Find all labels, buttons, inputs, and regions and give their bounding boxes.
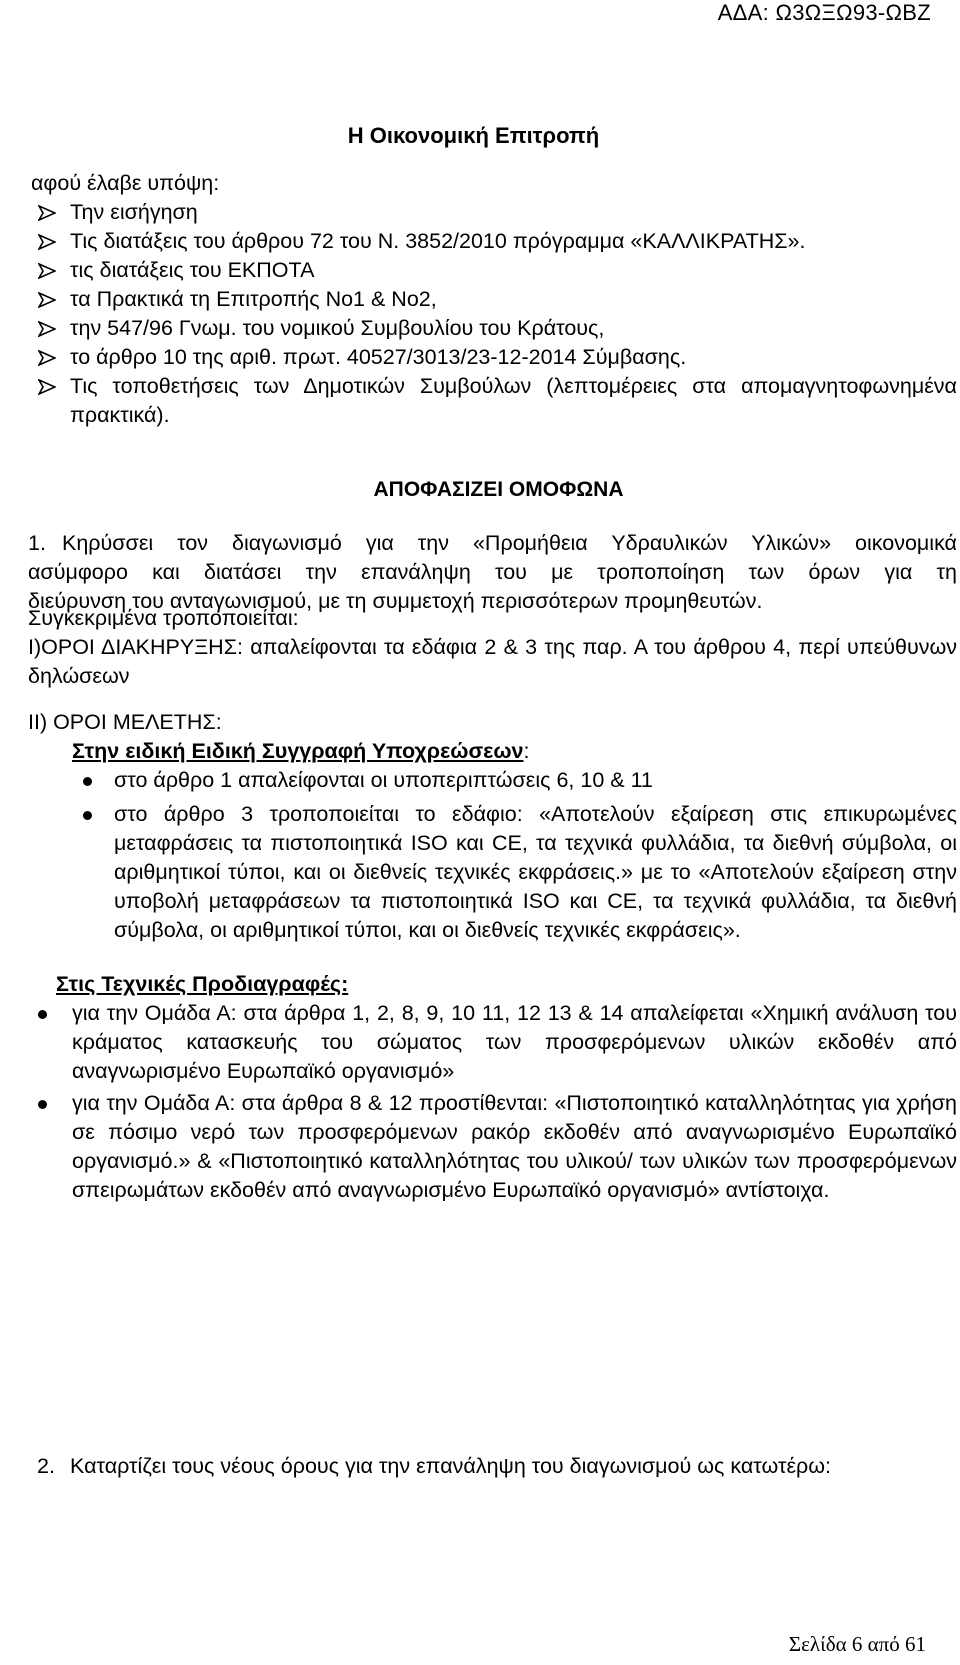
arrowhead-icon: [38, 285, 58, 314]
list-item: το άρθρο 10 της αριθ. πρωτ. 40527/3013/23-12-2014 Σύμβασης.: [28, 343, 957, 372]
study-terms-list: [28, 766, 957, 945]
decision-point-2: 2. Καταρτίζει τους νέους όρους για την επανάληψη του διαγωνισμού ως κατωτέρω:: [28, 1452, 957, 1481]
bullet-dot-icon: [83, 777, 92, 786]
list-item: για την Ομάδα Α: στα άρθρα 8 & 12 προστίθενται: «Πιστοποιητικό καταλληλότητας για χρήση σε πόσιμο νερό των προσφερόμενων ρακόρ εκδοθέν από αναγνωρισμένο Ευρωπαϊκό οργανισμό.» & «Πιστοποιητικό καταλληλότητας του υλικού/ των υλικών των προσφερόμενων σπειρωμάτων εκδοθέν από αναγνωρισμένο Ευρωπαϊκό οργανισμό» αντίστοιχα.: [28, 1089, 957, 1205]
study-terms-heading: ΙΙ) ΟΡΟΙ ΜΕΛΕΤΗΣ:: [28, 710, 222, 734]
special-obligations-heading: Στην ειδική Ειδική Συγγραφή Υποχρεώσεων:: [72, 739, 530, 763]
modifications-intro: Συγκεκριμένα τροποποιείται:: [28, 606, 299, 630]
bullet-dot-icon: [38, 1100, 47, 1109]
bullet-dot-icon: [83, 811, 92, 820]
list-item: Την εισήγηση: [28, 198, 957, 227]
arrowhead-icon: [38, 343, 58, 372]
arrowhead-icon: [38, 227, 58, 256]
list-item: στο άρθρο 1 απαλείφονται οι υποπεριπτώσεις 6, 10 & 11: [28, 766, 957, 795]
considerations-list: [28, 198, 957, 430]
arrowhead-icon: [38, 198, 58, 227]
arrowhead-icon: [38, 256, 58, 285]
decision-heading: ΑΠΟΦΑΣΙΖΕΙ ΟΜΟΦΩΝΑ: [373, 478, 624, 501]
list-item: τις διατάξεις του ΕΚΠΟΤΑ: [28, 256, 957, 285]
list-item: τα Πρακτικά τη Επιτροπής Νο1 & Νο2,: [28, 285, 957, 314]
bullet-dot-icon: [38, 1010, 47, 1019]
list-item: την 547/96 Γνωμ. του νομικού Συμβουλίου του Κράτους,: [28, 314, 957, 343]
ada-code: ΑΔΑ: Ω3ΩΞΩ93-ΩΒΖ: [717, 0, 931, 25]
list-item: για την Ομάδα Α: στα άρθρα 1, 2, 8, 9, 10 11, 12 13 & 14 απαλείφεται «Χημική ανάλυση του κράματος κατασκευής του σώματος των προσφερόμενων υλικών εκδοθέν από αναγνωρισμένο Ευρωπαϊκό οργανισμό»: [28, 999, 957, 1086]
decision-point-1: 1. Κηρύσσει τον διαγωνισμό για την «Προμήθεια Υδραυλικών Υλικών» οικονομικά ασύμφορο και διατάσει την επανάληψη του με τροποποίηση των όρων για τη διεύρυνση του ανταγωνισμού, με τη συμμετοχή περισσότερων προμηθευτών.: [28, 531, 957, 613]
arrowhead-icon: [38, 372, 58, 401]
page-number: Σελίδα 6 από 61: [788, 1632, 926, 1656]
technical-specs-heading: Στις Τεχνικές Προδιαγραφές:: [56, 972, 349, 996]
intro-text: αφού έλαβε υπόψη:: [31, 171, 220, 195]
list-item: Τις διατάξεις του άρθρου 72 του Ν. 3852/2010 πρόγραμμα «ΚΑΛΛΙΚΡΑΤΗΣ».: [28, 227, 957, 256]
point-number: 2.: [37, 1454, 55, 1478]
arrowhead-icon: [38, 314, 58, 343]
proclamation-terms: Ι)ΟΡΟΙ ΔΙΑΚΗΡΥΞΗΣ: απαλείφονται τα εδάφια 2 & 3 της παρ. Α του άρθρου 4, περί υπεύθυνων δηλώσεων: [28, 635, 957, 688]
committee-title: Η Οικονομική Επιτροπή: [347, 123, 600, 148]
list-item: Τις τοποθετήσεις των Δημοτικών Συμβούλων (λεπτομέρειες στα απομαγνητοφωνημένα πρακτικά).: [28, 372, 957, 430]
point-number: 1.: [28, 531, 46, 555]
technical-specs-list: [28, 999, 957, 1205]
list-item: στο άρθρο 3 τροποποιείται το εδάφιο: «Αποτελούν εξαίρεση στις επικυρωμένες μεταφράσεις τα πιστοποιητικά ISO και CE, τα τεχνικά φυλλάδια, τα διεθνή σύμβολα, οι αριθμητικοί τύποι, και οι διεθνείς τεχνικές εκφράσεις.» με το «Αποτελούν εξαίρεση στην υποβολή μεταφράσεων τα πιστοποιητικά ISO και CE, τα τεχνικά φυλλάδια, τα διεθνή σύμβολα, οι αριθμητικοί τύποι, και οι διεθνείς τεχνικές εκφράσεις».: [28, 800, 957, 945]
